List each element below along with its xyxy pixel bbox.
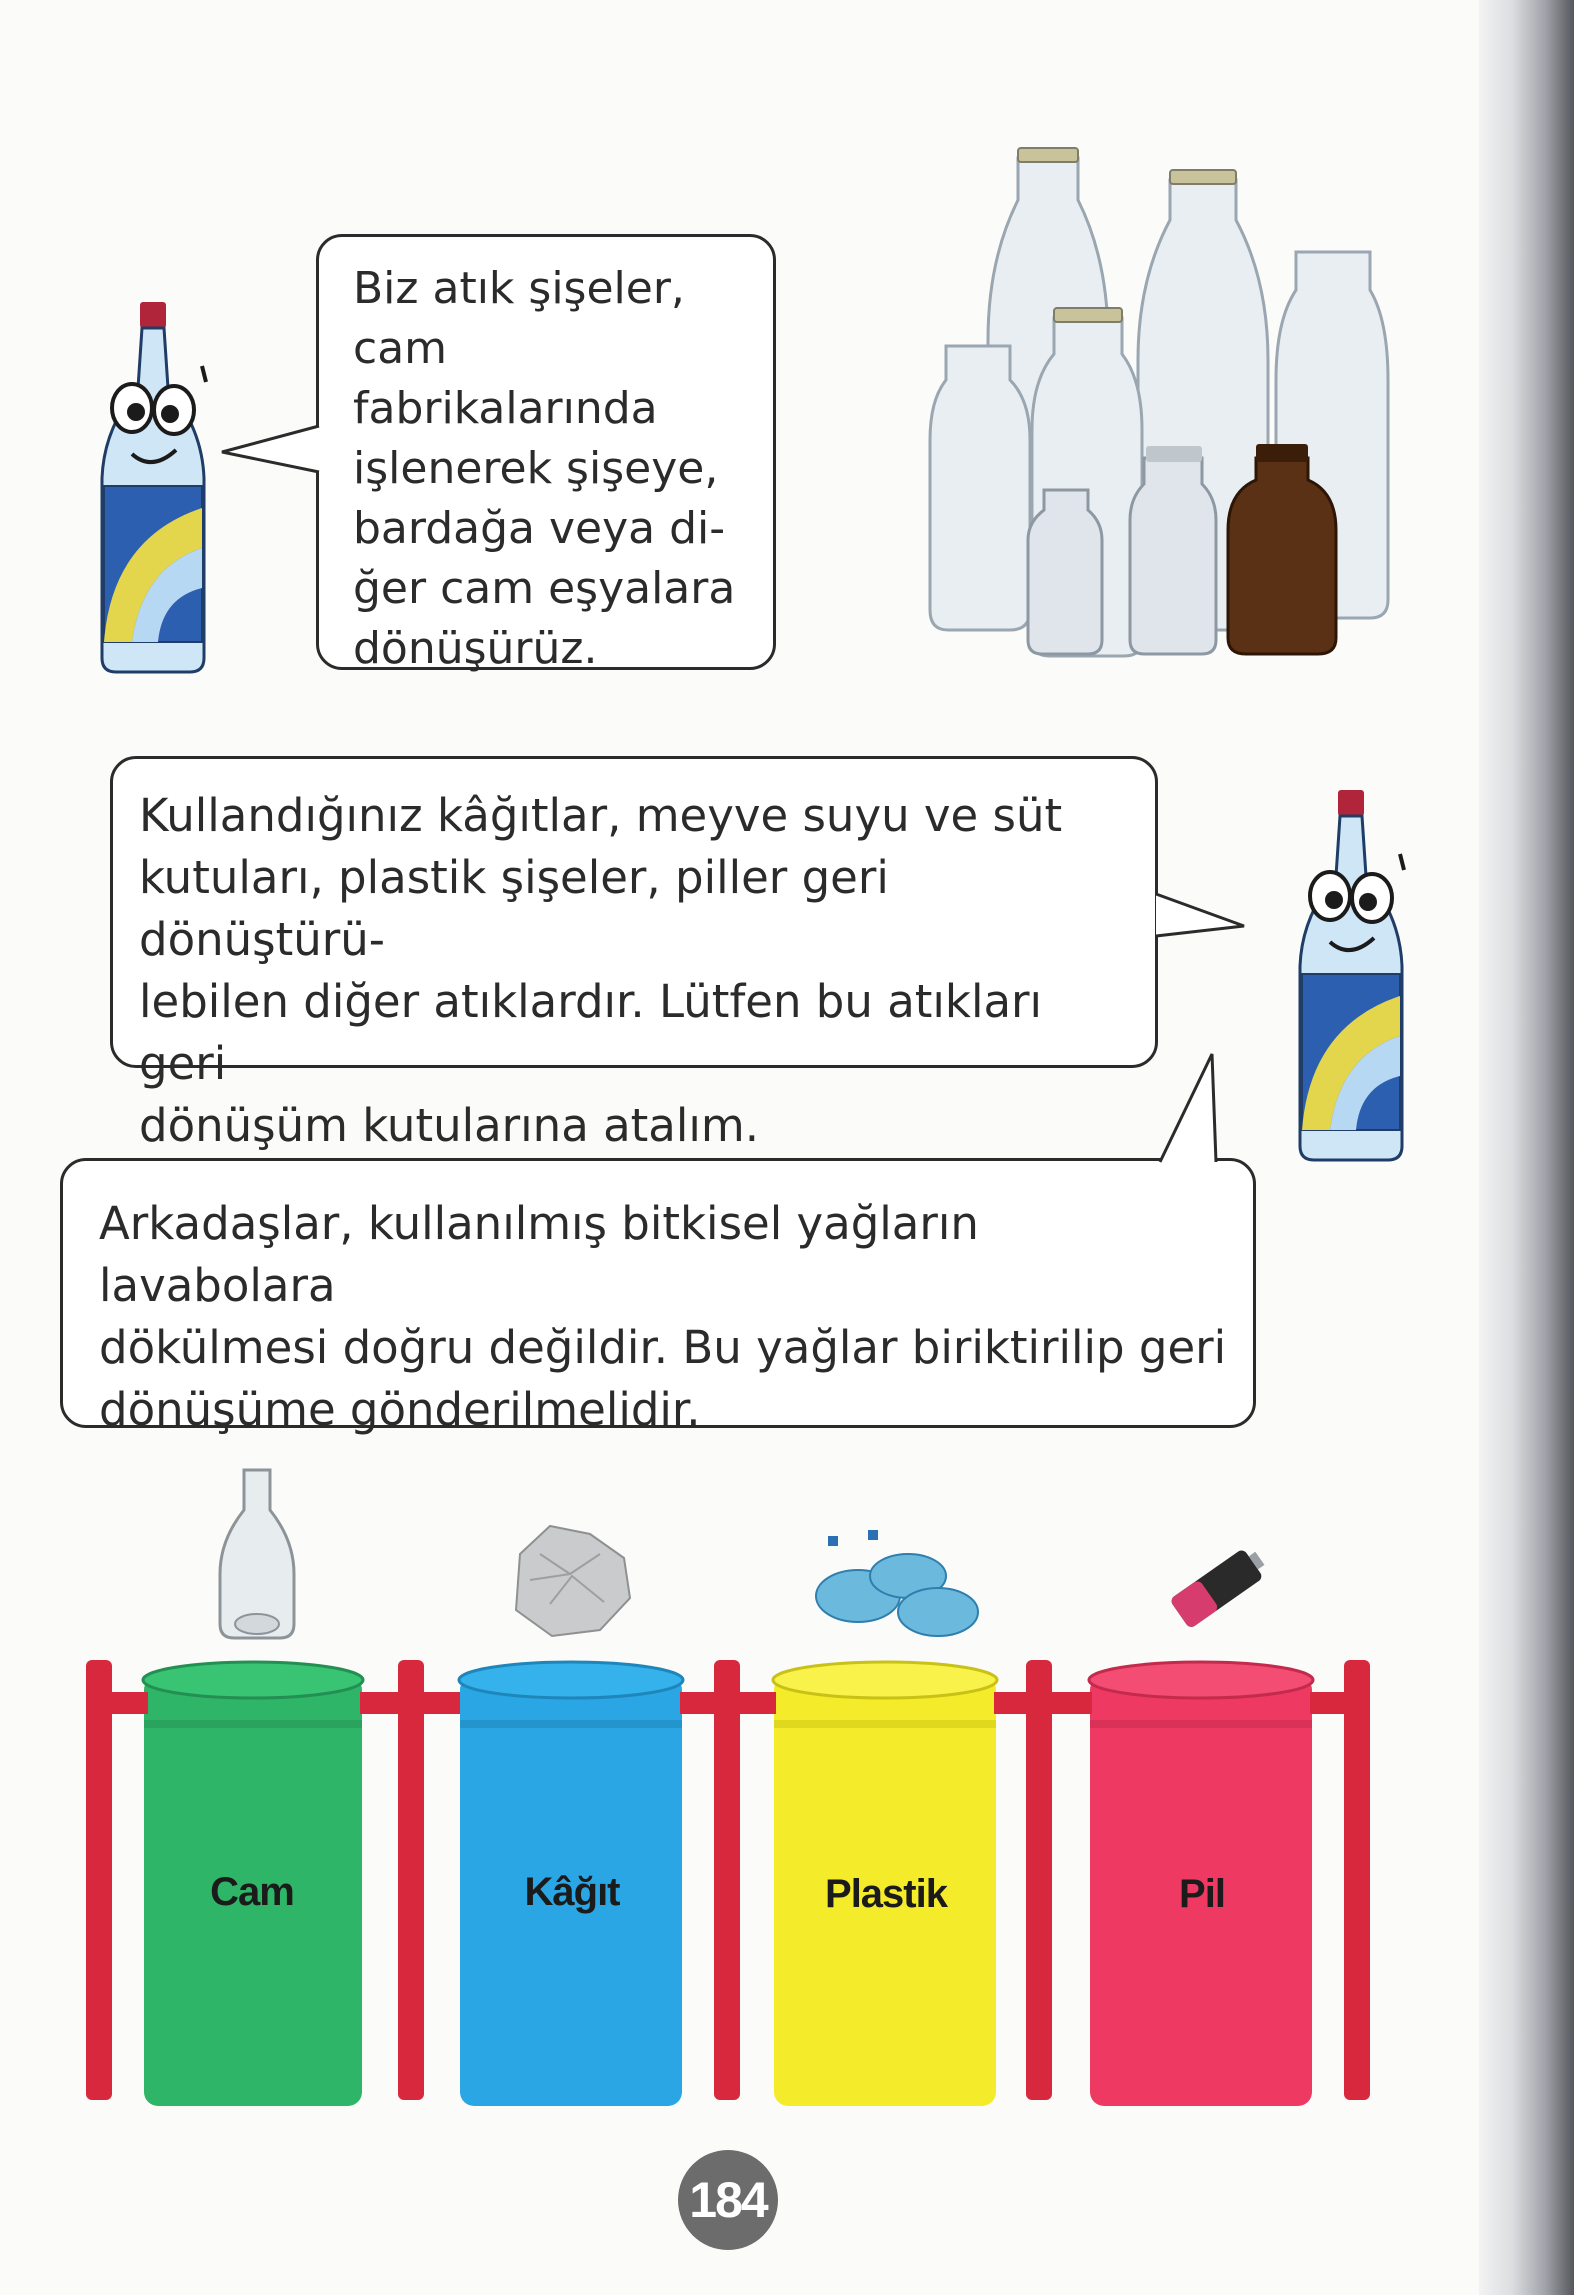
bin-label-plastik: Plastik: [825, 1872, 947, 1916]
bin-label-cam: Cam: [210, 1870, 294, 1914]
bin-label-kagit: Kâğıt: [524, 1870, 620, 1914]
bubble-line: işlenerek şişeye,: [353, 443, 719, 494]
bubble-line: Biz atık şişeler,: [353, 263, 685, 314]
speech-bubble-oil: [60, 1158, 1256, 1436]
speech-bubble-recyclables: [110, 756, 1158, 1152]
bubble-line: lebilen diğer atıklardır. Lütfen bu atıkları geri: [139, 975, 1043, 1090]
book-spine-shadow: [1479, 0, 1574, 2295]
bin-label-pil: Pil: [1179, 1872, 1225, 1916]
speech-bubble-glass: [316, 234, 776, 674]
glass-bottle-icon: [212, 1464, 302, 1644]
bubble-line: dönüşürüz.: [353, 623, 598, 674]
bubble-line: dökülmesi doğru değildir. Bu yağlar biriktirilip geri: [99, 1321, 1227, 1374]
bottle-mascot-icon: [1290, 786, 1420, 1166]
bubble-tail: [1140, 1050, 1240, 1166]
bubble-line: Arkadaşlar, kullanılmış bitkisel yağların lavabolara: [99, 1197, 979, 1312]
bottle-mascot-icon: [92, 298, 222, 678]
bubble-line: Kullandığınız kâğıtlar, meyve suyu ve süt: [139, 789, 1063, 842]
bubble-line: dönüşüme gönderilmelidir.: [99, 1383, 701, 1436]
bubble-line: cam fabrikalarında: [353, 323, 658, 434]
page-number: 184: [678, 2150, 778, 2250]
bubble-line: bardağa veya di-: [353, 503, 726, 554]
bubble-tail: [1152, 890, 1252, 950]
bubble-line: kutuları, plastik şişeler, piller geri dönüştürü-: [139, 851, 889, 966]
bubble-line: ğer cam eşyalara: [353, 563, 736, 614]
plastic-bottles-icon: [808, 1526, 988, 1646]
crumpled-paper-icon: [500, 1514, 640, 1644]
glass-jars-photo: [918, 140, 1398, 660]
battery-icon: [1150, 1530, 1290, 1640]
bubble-line: dönüşüm kutularına atalım.: [139, 1099, 760, 1152]
bubble-tail: [218, 420, 322, 480]
